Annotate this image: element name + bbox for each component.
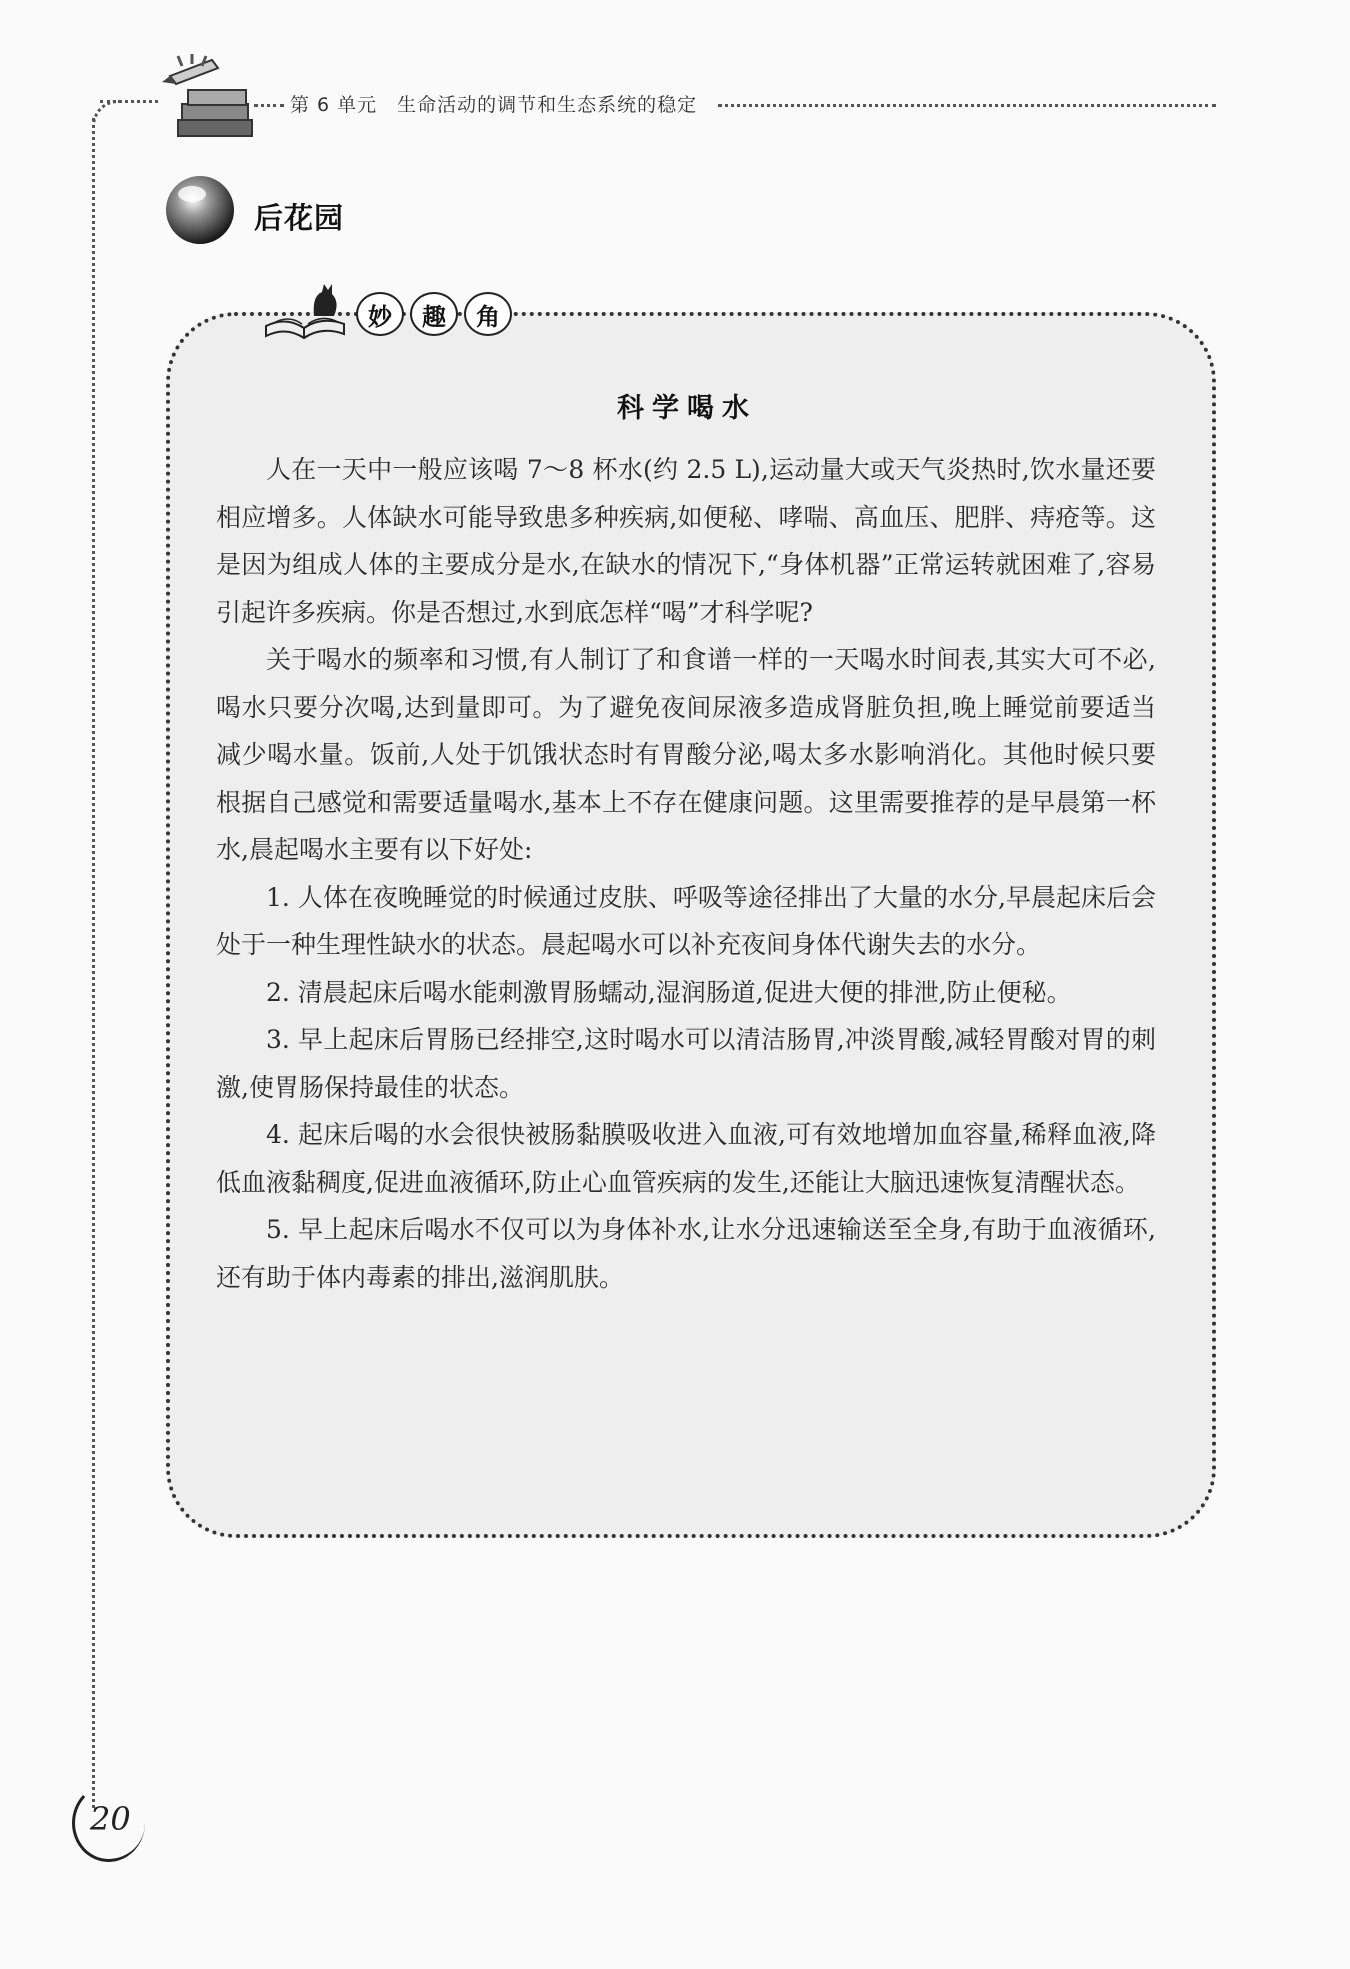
- list-item: 4. 起床后喝的水会很快被肠黏膜吸收进入血液,可有效地增加血容量,稀释血液,降低血液黏稠度,促进血液循环,防止心血管疾病的发生,还能让大脑迅速恢复清醒状态。: [216, 1120, 1156, 1197]
- header-rule: [718, 104, 1216, 107]
- books-pencil-icon: [152, 54, 262, 144]
- page-number: 20: [90, 1800, 131, 1838]
- open-book-cat-icon: [262, 276, 348, 342]
- header-dots: [254, 104, 284, 107]
- list-item: 2. 清晨起床后喝水能刺激胃肠蠕动,湿润肠道,促进大便的排泄,防止便秘。: [266, 977, 1072, 1007]
- paragraph: 人在一天中一般应该喝 7～8 杯水(约 2.5 L),运动量大或天气炎热时,饮水量还要相应增多。人体缺水可能导致患多种疾病,如便秘、哮喘、高血压、肥胖、痔疮等。这是因为组成人体的主要成分是水,在缺水的情况下,“身体机器”正常运转就困难了,容易引起许多疾病。你是否想过,水到底怎样“喝”才科学呢?: [216, 455, 1156, 627]
- unit-title: 生命活动的调节和生态系统的稳定: [397, 94, 698, 116]
- list-item: 1. 人体在夜晚睡觉的时候通过皮肤、呼吸等途径排出了大量的水分,早晨起床后会处于一种生理性缺水的状态。晨起喝水可以补充夜间身体代谢失去的水分。: [216, 882, 1156, 959]
- unit-number: 第 6 单元: [290, 94, 378, 116]
- list-item: 3. 早上起床后胃肠已经排空,这时喝水可以清洁肠胃,冲淡胃酸,减轻胃酸对胃的刺激,使胃肠保持最佳的状态。: [216, 1025, 1156, 1102]
- list-item: 5. 早上起床后喝水不仅可以为身体补水,让水分迅速输送至全身,有助于血液循环,还有助于体内毒素的排出,滋润肌肤。: [216, 1215, 1156, 1292]
- article-title: 科学喝水: [617, 393, 757, 424]
- frame-corner: [92, 100, 121, 129]
- paragraph: 关于喝水的频率和习惯,有人制订了和食谱一样的一天喝水时间表,其实大可不必,喝水只要分次喝,达到量即可。为了避免夜间尿液多造成肾脏负担,晚上睡觉前要适当减少喝水量。饭前,人处于饥饿状态时有胃酸分泌,喝太多水影响消化。其他时候只要根据自己感觉和需要适量喝水,基本上不存在健康问题。这里需要推荐的是早晨第一杯水,晨起喝水主要有以下好处:: [216, 645, 1156, 864]
- running-header: [290, 90, 697, 117]
- section-title: 后花园: [254, 201, 345, 235]
- tag-char: 妙: [356, 292, 404, 336]
- article-body: [216, 446, 1156, 1301]
- fun-corner-tag: [356, 292, 512, 336]
- glossy-ball-icon: [162, 172, 238, 248]
- tag-char: 趣: [410, 292, 458, 336]
- frame-top-rule-left: [100, 100, 158, 103]
- tag-char: 角: [464, 292, 512, 336]
- frame-left-rule: [92, 118, 95, 1808]
